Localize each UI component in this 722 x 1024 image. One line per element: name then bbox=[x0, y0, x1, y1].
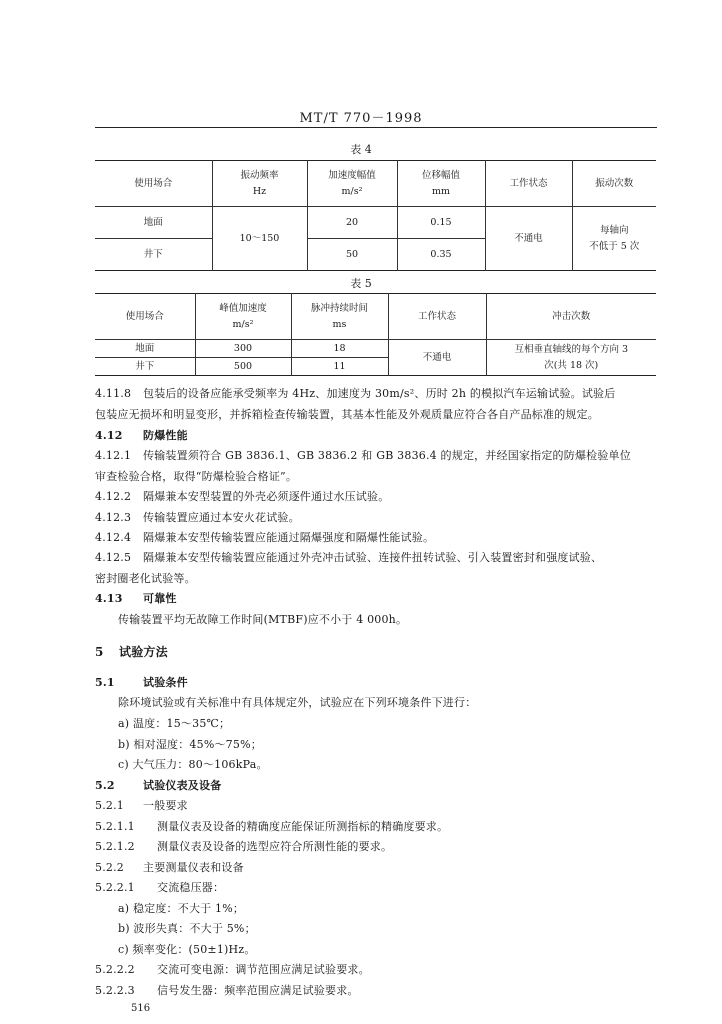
table5-header-row bbox=[95, 294, 656, 340]
table5 bbox=[95, 293, 656, 376]
table5-count: 互相垂直轴线的每个方向 3 次(共 18 次) bbox=[486, 340, 656, 376]
clause-5-2-1-2: 5.2.1.2 测量仪表及设备的选型应符合所测性能的要求。 bbox=[95, 840, 393, 853]
clause-4-12-1-line1: 4.12.1 传输装置须符合 GB 3836.1、GB 3836.2 和 GB 3836.4 的规定，并经国家指定的防爆检验单位 bbox=[95, 449, 631, 462]
table-row bbox=[95, 207, 656, 239]
table5-caption: 表 5 bbox=[350, 277, 372, 290]
clause-4-13-text: 传输装置平均无故障工作时间(MTBF)应不小于 4 000h。 bbox=[118, 613, 408, 626]
page-number: 516 bbox=[131, 1003, 151, 1014]
table-row bbox=[95, 340, 656, 358]
clause-5-1-text: 除环境试验或有关标准中有具体规定外，试验应在下列环境条件下进行： bbox=[118, 696, 477, 709]
table4-header-count: 振动次数 bbox=[572, 161, 656, 207]
clause-5-2-2-1-heading: 5.2.2.1 交流稳压器： bbox=[95, 881, 225, 894]
table5-header-duration: 脉冲持续时间 ms bbox=[291, 294, 388, 340]
table4-header-place: 使用场合 bbox=[95, 161, 212, 207]
table4-place-ground: 地面 bbox=[95, 207, 212, 239]
clause-5-2-2-1-item-c: c) 频率变化：(50±1)Hz。 bbox=[118, 943, 256, 956]
clause-4-12-1-line2: 审查检验合格，取得“防爆检验合格证”。 bbox=[95, 470, 298, 483]
document-header: MT/T 770－1998 bbox=[299, 111, 423, 126]
table5-peak-underground: 500 bbox=[195, 358, 291, 376]
table4-header-row bbox=[95, 161, 656, 207]
clause-4-12-2: 4.12.2 隔爆兼本安型装置的外壳必须逐件通过水压试验。 bbox=[95, 490, 390, 503]
table4-freq: 10～150 bbox=[212, 207, 307, 271]
table5-header-place: 使用场合 bbox=[125, 310, 164, 322]
clause-5-2-heading: 5.2 试验仪表及设备 bbox=[95, 779, 222, 792]
section-5-heading: 5 试验方法 bbox=[95, 645, 168, 659]
table4-count: 每轴向 不低于 5 次 bbox=[572, 207, 656, 271]
clause-5-1-item-b: b) 相对湿度：45%～75%； bbox=[118, 738, 262, 751]
clause-4-12-5-line2: 密封圈老化试验等。 bbox=[95, 572, 196, 585]
clause-4-13-heading: 4.13 可靠性 bbox=[95, 592, 177, 605]
table5-duration-underground: 11 bbox=[291, 358, 388, 376]
table5-state: 不通电 bbox=[388, 340, 486, 376]
table4-place-underground: 井下 bbox=[143, 248, 163, 260]
clause-5-2-2-3: 5.2.2.3 信号发生器：频率范围应满足试验要求。 bbox=[95, 984, 359, 997]
table4-state: 不通电 bbox=[485, 207, 572, 271]
clause-5-2-2-1-item-b: b) 波形失真：不大于 5%； bbox=[118, 922, 256, 935]
clause-5-1-item-a: a) 温度：15～35℃； bbox=[118, 717, 231, 730]
table5-place-ground: 地面 bbox=[95, 340, 195, 358]
clause-4-12-5-line1: 4.12.5 隔爆兼本安型传输装置应能通过外壳冲击试验、连接件扭转试验、引入装置密封和强度试验、 bbox=[95, 551, 603, 564]
clause-5-2-1-1: 5.2.1.1 测量仪表及设备的精确度应能保证所测指标的精确度要求。 bbox=[95, 820, 449, 833]
table5-duration-ground: 18 bbox=[291, 340, 388, 358]
table4-header-disp: 位移幅值 mm bbox=[397, 161, 485, 207]
clause-5-2-1-heading: 5.2.1 一般要求 bbox=[95, 799, 188, 812]
table4-header-state: 工作状态 bbox=[485, 161, 572, 207]
clause-4-12-heading: 4.12 防爆性能 bbox=[95, 429, 188, 442]
table4-accel-underground: 50 bbox=[307, 239, 397, 271]
clause-4-12-4: 4.12.4 隔爆兼本安型传输装置应能通过隔爆强度和隔爆性能试验。 bbox=[95, 531, 435, 544]
clause-5-2-2-2: 5.2.2.2 交流可变电源：调节范围应满足试验要求。 bbox=[95, 963, 370, 976]
clause-4-11-8-line1: 4.11.8 包装后的设备应能承受频率为 4Hz、加速度为 30m/s²、历时 2h 的模拟汽车运输试验。试验后 bbox=[95, 387, 616, 400]
table4-header-freq: 振动频率 Hz bbox=[212, 161, 307, 207]
clause-5-2-2-1-item-a: a) 稳定度：不大于 1%； bbox=[118, 902, 245, 915]
clause-5-2-2-heading: 5.2.2 主要测量仪表和设备 bbox=[95, 861, 244, 874]
clause-5-1-item-c: c) 大气压力：80～106kPa。 bbox=[118, 758, 268, 771]
table5-header-state: 工作状态 bbox=[388, 294, 486, 340]
table5-peak-ground: 300 bbox=[195, 340, 291, 358]
table4-caption: 表 4 bbox=[350, 143, 372, 156]
table4-accel-ground: 20 bbox=[307, 207, 397, 239]
clause-4-12-3: 4.12.3 传输装置应通过本安火花试验。 bbox=[95, 511, 300, 524]
table5-header-count: 冲击次数 bbox=[486, 294, 656, 340]
table4-header-accel: 加速度幅值 m/s² bbox=[307, 161, 397, 207]
table4-disp-ground: 0.15 bbox=[397, 207, 485, 239]
table4-disp-underground: 0.35 bbox=[397, 239, 485, 271]
table5-header-peak: 峰值加速度 m/s² bbox=[195, 294, 291, 340]
clause-5-1-heading: 5.1 试验条件 bbox=[95, 676, 188, 689]
table5-place-underground: 井下 bbox=[95, 358, 195, 376]
clause-4-11-8-line2: 包装应无损坏和明显变形，并拆箱检查传输装置，其基本性能及外观质量应符合各自产品标准的规定。 bbox=[95, 408, 599, 421]
table4 bbox=[95, 160, 656, 271]
header-rule bbox=[95, 127, 657, 128]
